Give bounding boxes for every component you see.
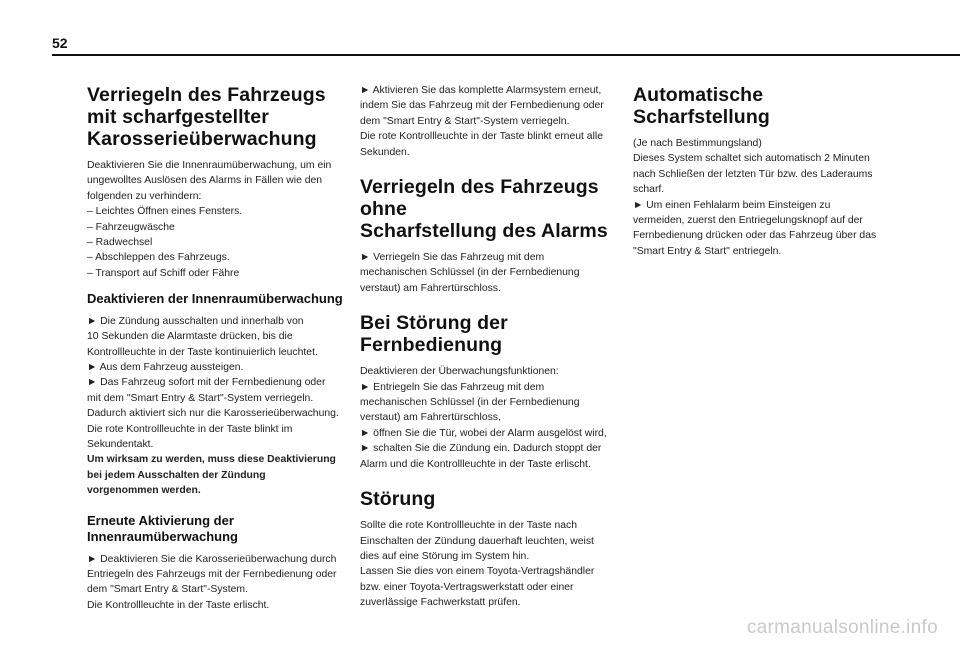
remote-malfunction-steps: Deaktivieren der Überwachungsfunktionen: ► Entriegeln Sie das Fahrzeug mit dem mechanischen Schlüssel (in der Fernbedienung verstaut) am Fahrertürschloss, ► öffnen Sie die Tür, wobei der Alarm ausgelöst wird, ► schalten Sie die Zündung ein. Dadurch stoppt der Alarm und die Kontrollleuchte in der Taste erlischt. <box>360 366 607 470</box>
heading-malfunction: Störung <box>360 488 436 511</box>
reactivate-alarm-paragraph: ► Aktivieren Sie das komplette Alarmsystem erneut, indem Sie das Fahrzeug mit der Fernbedienung oder dem "Smart Entry & Start"-System verriegeln. Die rote Kontrollleuchte in der Taste blinkt erneut alle Sekunden. <box>360 85 604 158</box>
column-right <box>633 84 895 259</box>
reactivate-steps: ► Deaktivieren Sie die Karosserieüberwachung durch Entriegeln des Fahrzeugs mit der Fernbedienung oder dem "Smart Entry & Start"-System. Die Kontrollleuchte in der Taste erlischt. <box>87 553 337 611</box>
heading-remote-control-malfunction: Bei Störung der Fernbedienung <box>360 312 508 357</box>
watermark-text: carmanualsonline.info <box>746 617 938 638</box>
heading-reactivate-interior-monitoring: Erneute Aktivierung der Innenraumüberwachung <box>87 512 238 545</box>
heading-deactivate-interior-monitoring: Deaktivieren der Innenraumüberwachung <box>87 291 343 307</box>
intro-paragraph: Deaktivieren Sie die Innenraumüberwachung, um ein ungewolltes Auslösen des Alarms in Fällen wie den folgenden zu verhindern: – Leichtes Öffnen eines Fensters. – Fahrzeugwäsche – Radwechsel – Abschleppen des Fahrzeugs. – Transport auf Schiff oder Fähre <box>87 160 332 279</box>
heading-locking-without-alarm: Verriegeln des Fahrzeugs ohne Scharfstellung des Alarms <box>360 176 608 243</box>
malfunction-paragraph: Sollte die rote Kontrollleuchte in der Taste nach Einschalten der Zündung dauerhaft leuchten, weist dies auf eine Störung im System hin. Lassen Sie dies von einem Toyota-Vertragshändler bzw. einer Toyota-Vertragswerkstatt oder einer zuverlässige Fachwerkstatt prüfen. <box>360 520 595 609</box>
heading-automatic-arming: Automatische Scharfstellung <box>633 84 770 128</box>
deactivate-note <box>87 452 349 498</box>
locking-without-alarm-steps: ► Verriegeln Sie das Fahrzeug mit dem mechanischen Schlüssel (in der Fernbedienung verstaut) am Fahrertürschloss. <box>360 252 580 294</box>
header-divider <box>52 54 960 56</box>
page-number: 52 <box>52 35 68 51</box>
column-middle <box>360 83 616 611</box>
column-left <box>87 84 349 613</box>
deactivate-note-text: Um wirksam zu werden, muss diese Deaktivierung bei jedem Ausschalten der Zündung vorgenommen werden. <box>87 454 336 497</box>
automatic-arming-paragraph: (Je nach Bestimmungsland) Dieses System schaltet sich automatisch 2 Minuten nach Schließen der letzten Tür bzw. des Laderaums scharf. ► Um einen Fehlalarm beim Einsteigen zu vermeiden, zuerst den Entriegelungsknopf auf der Fernbedienung drücken oder das Fahrzeug über das "Smart Entry & Start" entriegeln. <box>633 138 877 257</box>
deactivate-steps: ► Die Zündung ausschalten und innerhalb von 10 Sekunden die Alarmtaste drücken, bis die Kontrollleuchte in der Taste kontinuierlich leuchtet. ► Aus dem Fahrzeug aussteigen. ► Das Fahrzeug sofort mit der Fernbedienung oder mit dem "Smart Entry & Start"-System verriegeln. Dadurch aktiviert sich nur die Karosserieüberwachung. Die rote Kontrollleuchte in der Taste blinkt im Sekundentakt. <box>87 315 339 450</box>
heading-locking-with-perimeter-alarm: Verriegeln des Fahrzeugs mit scharfgestellter Karosserieüberwachung <box>87 84 326 150</box>
